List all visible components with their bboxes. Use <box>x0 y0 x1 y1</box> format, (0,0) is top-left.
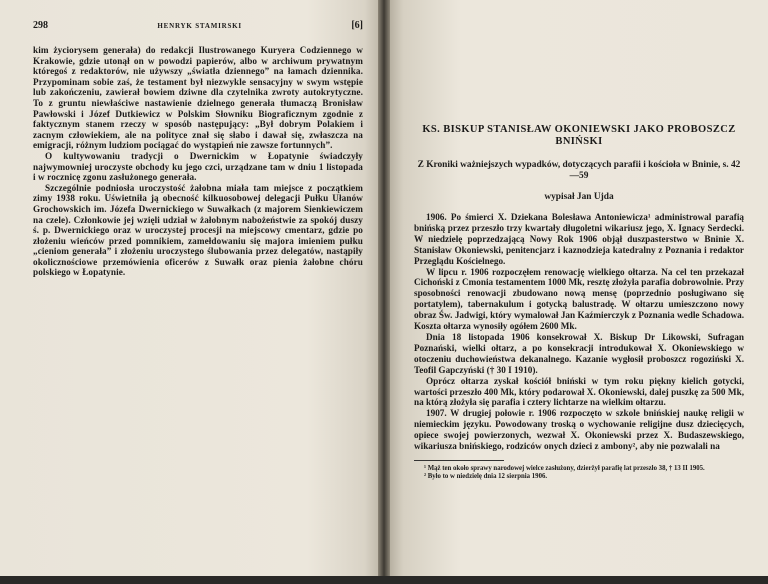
section-marker: [6] <box>351 20 363 31</box>
paragraph: O kultywowaniu tradycji o Dwernickim w Łopatynie świadczyły najwymowniej uroczyste obchody ku jego czci, urządzane tam w dniu 1 listopada i w rocznicę zgonu zasłużonego generała. <box>33 150 363 183</box>
paragraph: W lipcu r. 1906 rozpoczęłem renowację wielkiego ołtarza. Na cel ten przekazał Cichoński z Cmonia testamentem 1000 Mk, resztę złożyła parafia dobrowolnie. Przy sposobności renowacji zbudowano nową mensę (poprzednio posługiwano się portatylem), tabernakulum i gotycką balustradę. W ołtarzu umieszczono nowy obraz Św. Jadwigi, który wymalował Jan Kaźmierczyk z Poznania wedle Schadowa. Koszta ołtarza wynosiły ogółem 2600 Mk. <box>414 266 744 332</box>
left-body-text <box>33 45 363 278</box>
right-body-text <box>414 212 744 481</box>
footnotes <box>414 465 744 481</box>
article-subtitle: Z Kroniki ważniejszych wypadków, dotyczących parafii i kościoła w Bninie, s. 42—59 <box>417 160 741 181</box>
paragraph: Szczególnie podniosła uroczystość żałobna miała tam miejsce z początkiem zimy 1938 roku. Uświetniła ją obecność kilkuosobowej delegacji Pułku Ułanów Grochowskich im. Józefa Dwernickiego w Suwałkach (z majorem Sienkiewiczem na czele). Członkowie jej wzięli udział w żałobnym nabożeństwie za spokój duszy ś. p. Dwernickiego oraz w uroczystej procesji na miejscowy cmentarz, gdzie po złożeniu wieńców przed pomnikiem, zamełdowaniu się majora imieniem pułku „cieniom generała” i złożeniu uroczystego ślubowania przez delegatów, nastąpiły okolicznościowe przemówienia oficerów z Suwałk oraz pienia żałobne chóru polskiego w Łopatynie. <box>33 182 363 278</box>
article-author: wypisał Jan Ujda <box>544 192 614 202</box>
paragraph: Dnia 18 listopada 1906 konsekrował X. Biskup Dr Likowski, Sufragan Poznański, wielki ołtarz, a po konsekracji introdukował X. Okoniewskiego w otoczeniu duchowieństwa dekanalnego. Kazanie wygłosił proboszcz rogoziński X. Teofil Gapczyński († 30 I 1910). <box>414 331 744 375</box>
article-title: KS. BISKUP STANISŁAW OKONIEWSKI JAKO PROBOSZCZ BNIŃSKI <box>422 124 736 147</box>
footnote-divider <box>414 460 504 461</box>
paragraph: 1906. Po śmierci X. Dziekana Bolesława Antoniewicza¹ administrowal parafią bnińską przez przeszło trzy kwartały długoletni wikariusz jego, X. Ignacy Serdecki. W niedzielę poprzedzającą Nowy Rok 1906 objął duszpasterstwo w Bninie X. Stanisław Okoniewski, penitencjarz i kaznodzieja katedralny z Poznania i redaktor Przeglądu Kościelnego. <box>414 212 744 266</box>
running-head <box>33 20 363 31</box>
paragraph: kim życiorysem generała) do redakcji Ilustrowanego Kuryera Codziennego w Krakowie, gdzie utonął on w powodzi papierów, albo w archiwum prywatnym któregoś z redaktorów, nie używszy „światła dziennego” na łamach dziennika. Przypominam sobie zaś, że testament był niezwykle sensacyjny w swym wstępie lub zakończeniu, zawierał bowiem dziwne dla czytelnika zwroty autokrytyczne. To z gruntu niewłaściwe nastawienie dzielnego generała tłumaczą Bronisław Pawłowski i Józef Dutkiewicz w Polskim Słowniku Biograficznym zgodnie z faktycznym stanem rzeczy w sposób następujący: „Był dobrym Polakiem i zacnym człowiekiem, ale na polityce znał się słabo i dawał się, zwłaszcza na emigracji, różnym ludziom pociągać do wystąpień nie zawsze fortunnych”. <box>33 45 363 151</box>
right-page <box>384 0 768 584</box>
page-number: 298 <box>33 20 48 31</box>
running-title: HENRYK STAMIRSKI <box>157 22 242 30</box>
paragraph: 1907. W drugiej połowie r. 1906 rozpoczęto w szkole bnińskiej naukę religii w niemieckim języku. Powodowany troską o wychowanie religijne dusz dziecięcych, opiece swojej powierzonych, wezwał X. Okoniewski przez X. Budaszewskiego, wikariusza bnińskiego, rodziców onych dzieci z ambony², aby nie pozwalali na <box>414 408 744 452</box>
paragraph: Oprócz ołtarza zyskał kościół bniński w tym roku piękny kielich gotycki, wartości przeszło 400 Mk, który podarował X. Okoniewski, dalej puszkę za 500 Mk, na którą złożyła się parafia i cztery lichtarze na wielkim ołtarzu. <box>414 375 744 408</box>
footnote: ¹ Mąż ten około sprawy narodowej wielce zasłużony, dzierżył parafię lat przeszło 38, † 13 II 1905. <box>424 464 705 472</box>
footnote: ² Było to w niedzielę dnia 12 sierpnia 1906. <box>424 473 548 481</box>
book-gutter <box>378 0 390 584</box>
book-bottom-edge <box>0 576 768 584</box>
